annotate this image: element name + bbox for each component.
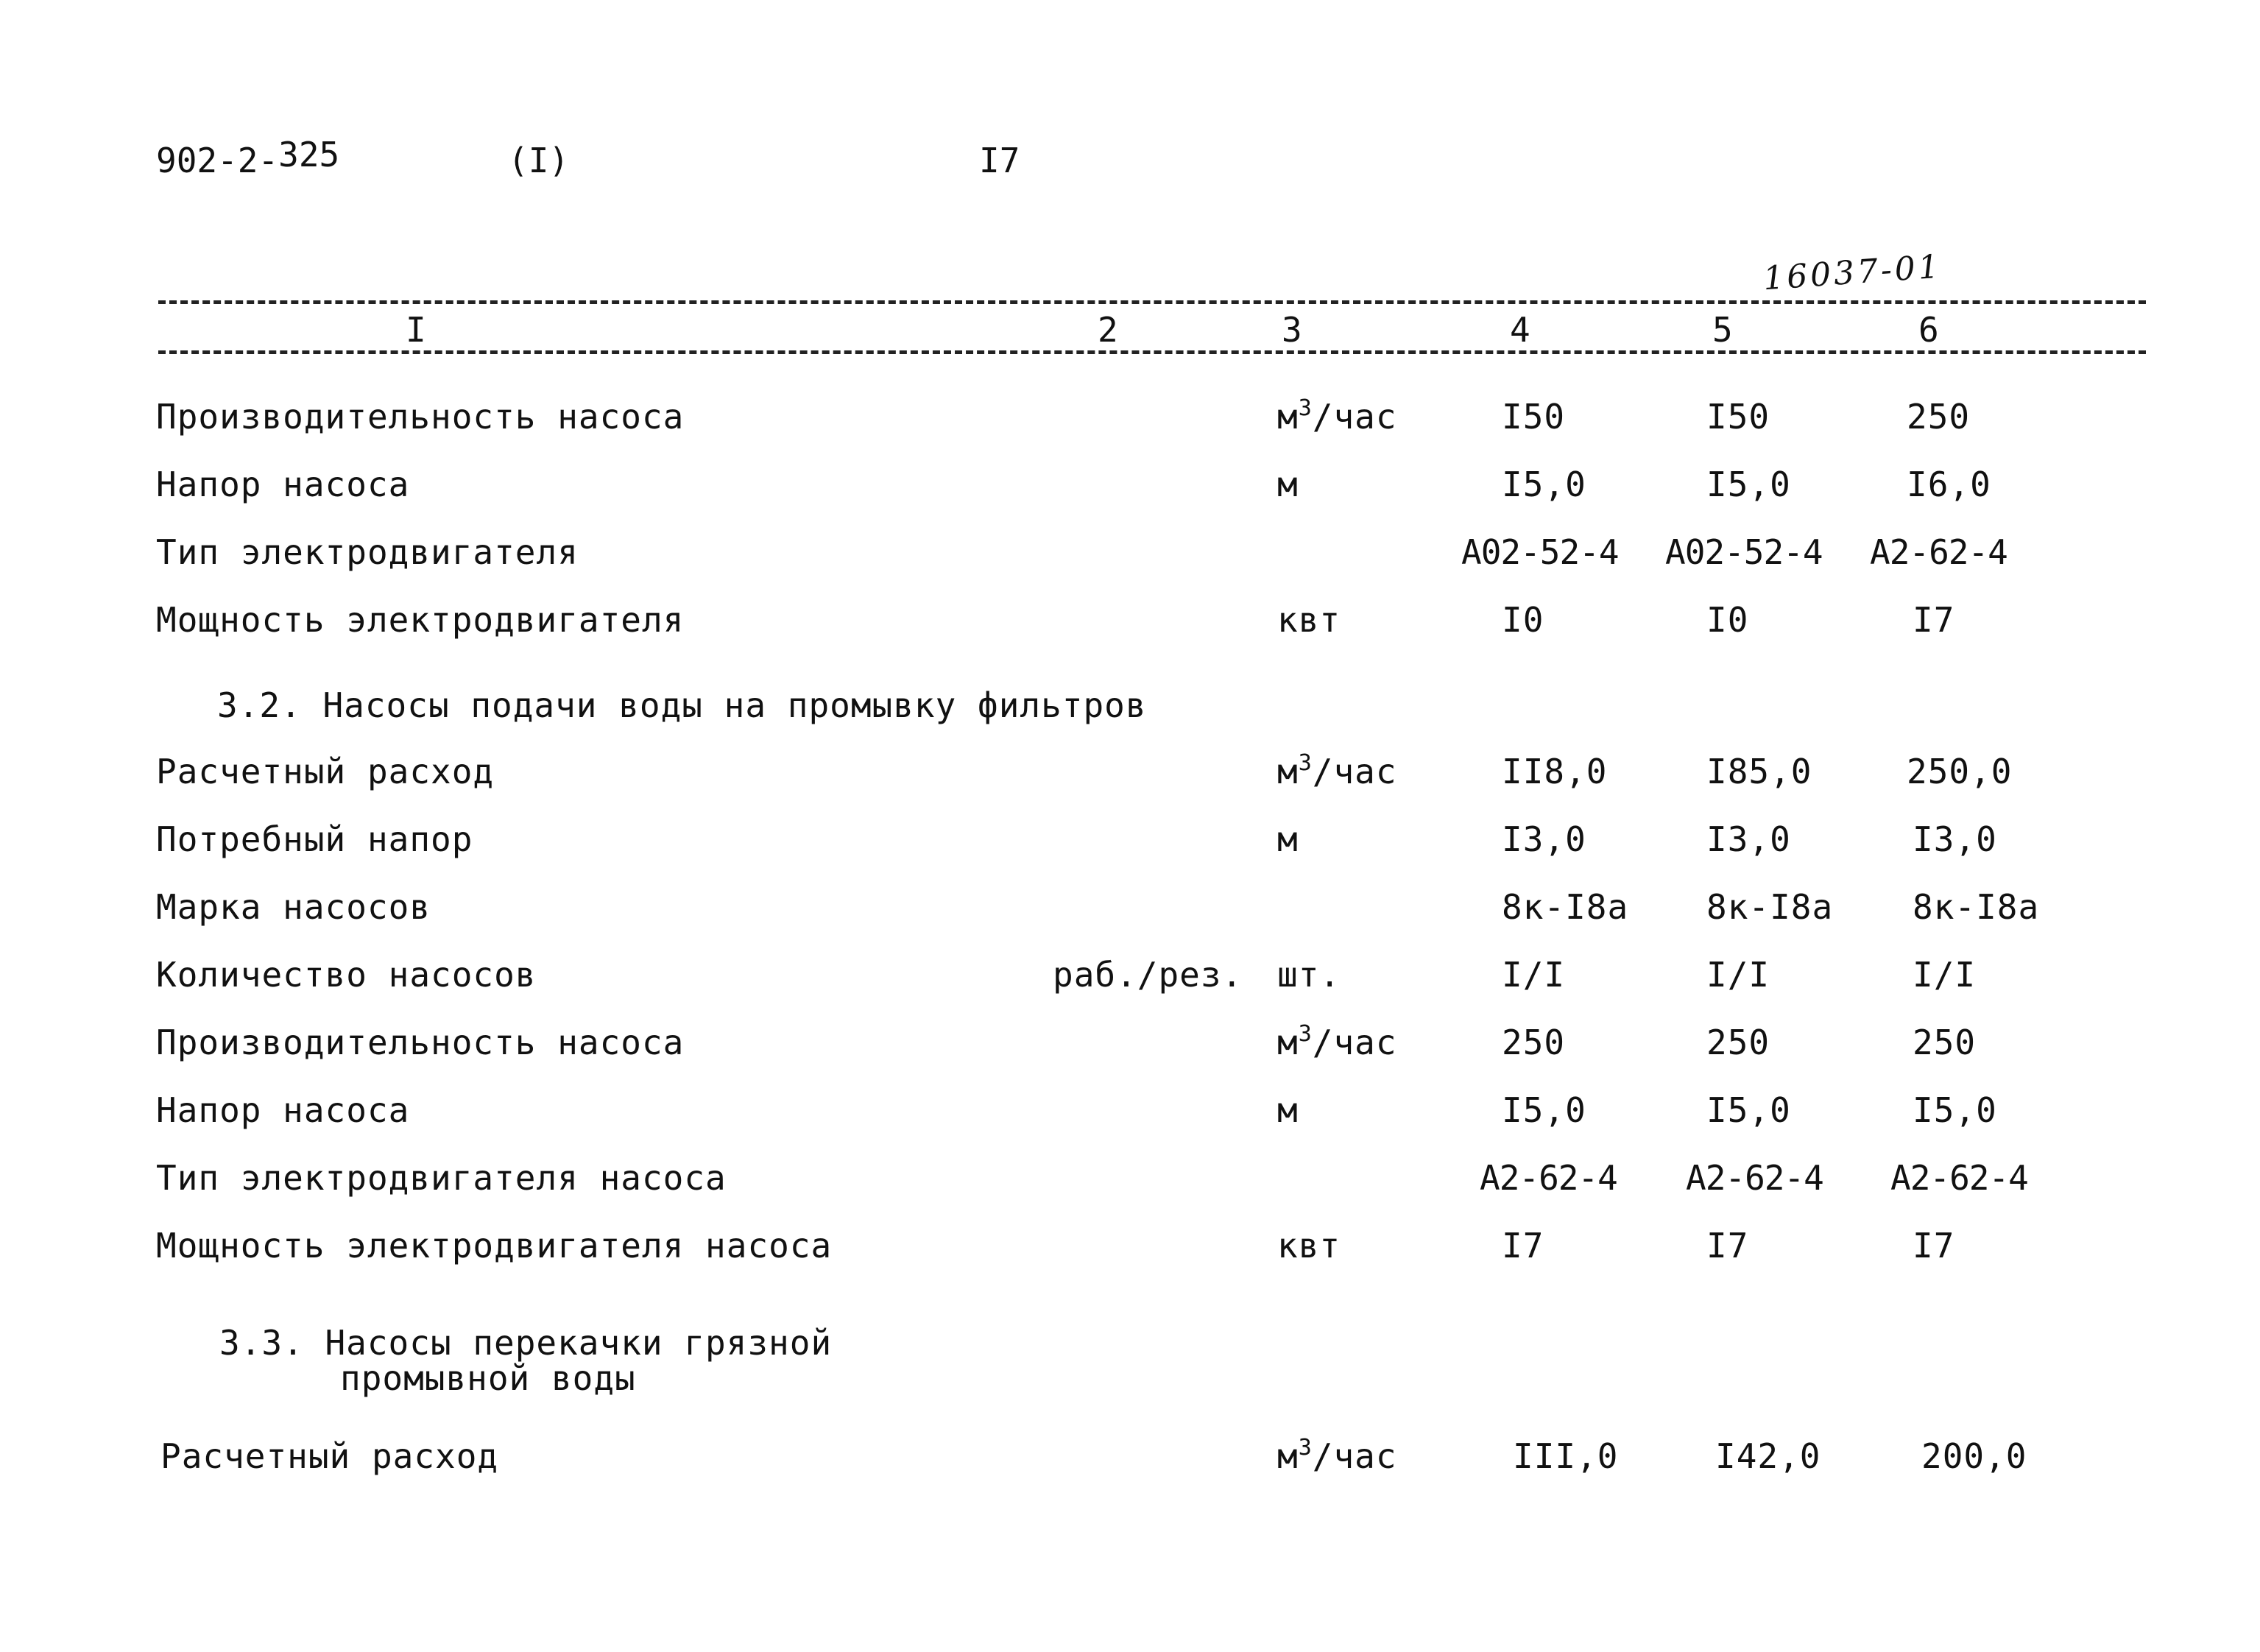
row-value-4: II8,0 xyxy=(1502,752,1608,791)
row-value-4: I5,0 xyxy=(1502,1090,1586,1130)
row-value-6: А2-62-4 xyxy=(1890,1158,2028,1198)
row-value-5: 8к-I8а xyxy=(1706,887,1834,927)
row-value-6: I7 xyxy=(1913,600,1955,640)
column-number-2: 2 xyxy=(1093,309,1123,350)
table-header-rule xyxy=(158,350,2146,354)
row-value-4: А2-62-4 xyxy=(1480,1158,1617,1198)
row-col2: раб./рез. xyxy=(1053,955,1243,995)
row-value-4: I7 xyxy=(1502,1226,1544,1266)
row-unit: $м^3$/час xyxy=(1277,1021,1397,1062)
doc-code-suffix: 325 xyxy=(278,135,340,174)
section-heading-3-2: 3.2. Насосы подачи воды на промывку фильтров xyxy=(217,685,1147,725)
row-value-6: I3,0 xyxy=(1913,819,1997,859)
row-value-5: I5,0 xyxy=(1706,465,1791,504)
row-label: Тип электродвигателя насоса xyxy=(156,1158,727,1198)
row-unit: $м^3$/час xyxy=(1277,750,1397,791)
row-label: Расчетный расход xyxy=(156,752,495,791)
page-number: I7 xyxy=(979,141,1020,180)
column-number-6: 6 xyxy=(1914,309,1943,350)
row-value-6: I5,0 xyxy=(1913,1090,1997,1130)
row-label: Расчетный расход xyxy=(160,1436,499,1476)
row-label: Потребный напор xyxy=(156,819,473,859)
doc-code xyxy=(156,135,340,181)
table-top-rule xyxy=(158,300,2146,304)
row-value-6: 250,0 xyxy=(1907,752,2013,791)
row-unit: $м^3$/час xyxy=(1277,1435,1397,1476)
row-value-5: I50 xyxy=(1706,397,1770,437)
section-heading-3-3-line2: промывной воды xyxy=(340,1358,636,1398)
column-number-5: 5 xyxy=(1708,309,1737,350)
row-value-4: III,0 xyxy=(1513,1436,1619,1476)
section-heading-3-3-line1: 3.3. Насосы перекачки грязной xyxy=(219,1323,833,1363)
row-value-4: I3,0 xyxy=(1502,819,1586,859)
row-value-5: 250 xyxy=(1706,1023,1770,1062)
row-value-6: I6,0 xyxy=(1907,465,1991,504)
row-value-5: I7 xyxy=(1706,1226,1749,1266)
row-unit: м xyxy=(1277,1090,1299,1130)
row-label: Напор насоса xyxy=(156,465,410,504)
column-number-4: 4 xyxy=(1505,309,1535,350)
row-label: Производительность насоса xyxy=(156,397,685,437)
row-unit: м xyxy=(1277,819,1299,859)
row-unit: шт. xyxy=(1277,955,1341,995)
row-value-6: 250 xyxy=(1913,1023,1977,1062)
row-value-4: 8к-I8а xyxy=(1502,887,1629,927)
row-value-5: I5,0 xyxy=(1706,1090,1791,1130)
row-value-5: I0 xyxy=(1706,600,1749,640)
row-unit: квт xyxy=(1277,1226,1341,1266)
row-unit: м xyxy=(1277,465,1299,504)
row-value-4: I5,0 xyxy=(1502,465,1586,504)
row-label: Производительность насоса xyxy=(156,1023,685,1062)
row-value-5: А2-62-4 xyxy=(1686,1158,1823,1198)
doc-code-prefix: 902-2- xyxy=(156,141,279,180)
row-value-6: I7 xyxy=(1913,1226,1955,1266)
row-value-5: I42,0 xyxy=(1715,1436,1821,1476)
column-number-3: 3 xyxy=(1277,309,1307,350)
row-label: Напор насоса xyxy=(156,1090,410,1130)
row-value-4: А02-52-4 xyxy=(1461,532,1619,572)
row-value-5: I/I xyxy=(1706,955,1770,995)
doc-part: (I) xyxy=(508,141,570,180)
row-value-4: 250 xyxy=(1502,1023,1566,1062)
row-unit: $м^3$/час xyxy=(1277,395,1397,437)
row-value-4: I0 xyxy=(1502,600,1544,640)
row-label: Марка насосов xyxy=(156,887,431,927)
row-value-6: 200,0 xyxy=(1921,1436,2027,1476)
column-number-1: I xyxy=(401,309,431,350)
row-label: Тип электродвигателя xyxy=(156,532,579,572)
row-value-4: I/I xyxy=(1502,955,1566,995)
row-label: Мощность электродвигателя xyxy=(156,600,685,640)
handwritten-mark: 16037-01 xyxy=(1762,247,1943,298)
row-value-6: 8к-I8а xyxy=(1913,887,2040,927)
row-value-6: 250 xyxy=(1907,397,1971,437)
row-value-5: А02-52-4 xyxy=(1665,532,1823,572)
row-value-5: I3,0 xyxy=(1706,819,1791,859)
row-value-5: I85,0 xyxy=(1706,752,1812,791)
row-unit: квт xyxy=(1277,600,1341,640)
row-value-4: I50 xyxy=(1502,397,1566,437)
row-value-6: I/I xyxy=(1913,955,1977,995)
row-label: Мощность электродвигателя насоса xyxy=(156,1226,833,1266)
row-label: Количество насосов xyxy=(156,955,537,995)
row-value-6: А2-62-4 xyxy=(1870,532,2007,572)
